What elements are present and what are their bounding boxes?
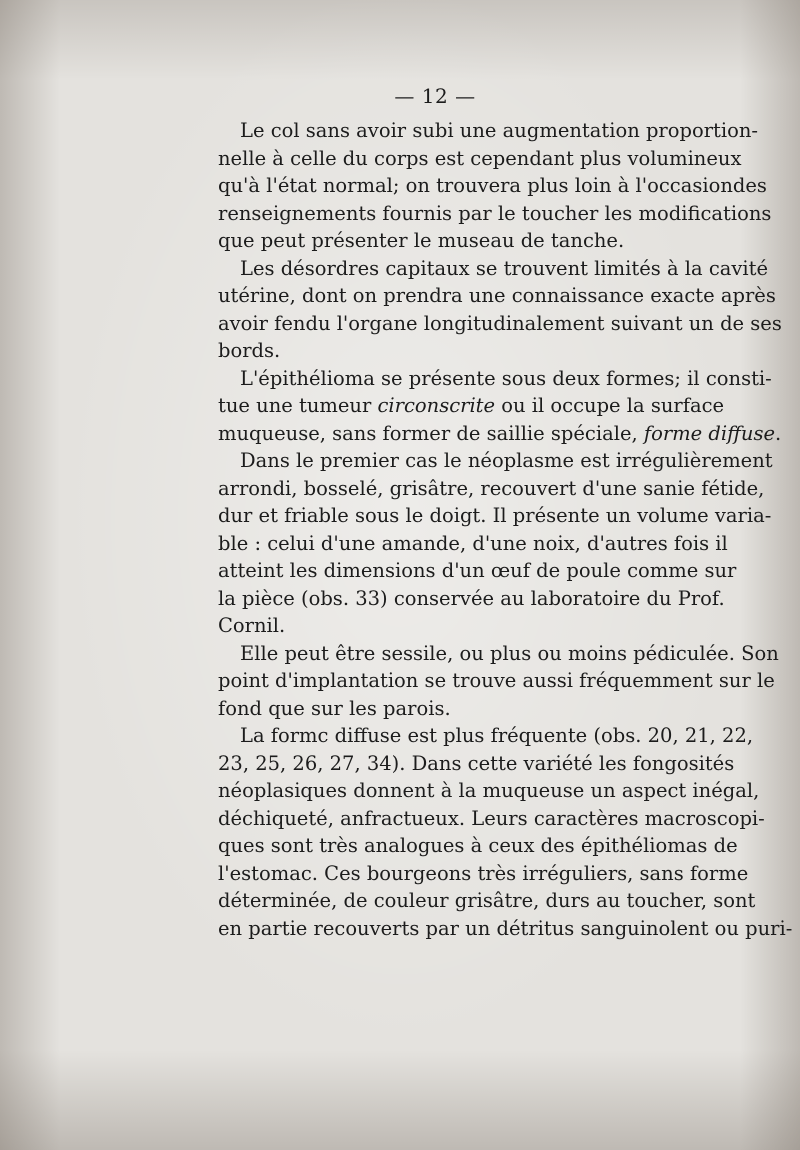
text-line: déterminée, de couleur grisâtre, durs au toucher, sont <box>218 889 756 912</box>
text-line: ques sont très analogues à ceux des épithéliomas de <box>218 834 738 857</box>
page-number: — 12 — <box>394 84 476 108</box>
text-line: déchiqueté, anfractueux. Leurs caractères macroscopi- <box>218 806 765 830</box>
text-line <box>218 420 782 448</box>
text-line: la pièce (obs. 33) conservée au laboratoire du Prof. <box>218 586 725 610</box>
text-line: Elle peut être sessile, ou plus ou moins pédiculée. Son <box>240 641 779 665</box>
text-line: ble : celui d'une amande, d'une noix, d'autres fois il <box>218 531 728 555</box>
text-line: L'épithélioma se présente sous deux formes; il consti- <box>240 366 772 390</box>
text-line: La formc diffuse est plus fréquente (obs. 20, 21, 22, <box>240 724 754 747</box>
text-run: muqueuse, sans former de saillie spéciale, <box>218 421 644 445</box>
text-line: atteint les dimensions d'un œuf de poule comme sur <box>218 559 737 582</box>
text-line <box>218 392 725 420</box>
italic-term: forme diffuse <box>643 421 776 445</box>
text-line: point d'implantation se trouve aussi fréquemment sur le <box>218 669 775 692</box>
text-line: nelle à celle du corps est cependant plus volumineux <box>218 146 742 170</box>
text-line: avoir fendu l'organe longitudinalement suivant un de ses <box>218 311 782 335</box>
body-text <box>218 117 793 942</box>
text-line: en partie recouverts par un détritus sanguinolent ou puri- <box>218 916 793 940</box>
text-run: . <box>775 421 782 445</box>
text-line: utérine, dont on prendra une connaissance exacte après <box>218 284 776 307</box>
text-line: bords. <box>218 339 281 362</box>
text-line: dur et friable sous le doigt. Il présente un volume varia- <box>218 504 772 527</box>
text-line: néoplasiques donnent à la muqueuse un aspect inégal, <box>218 779 760 802</box>
text-line: que peut présenter le museau de tanche. <box>218 229 625 252</box>
italic-term: circonscrite <box>377 394 496 417</box>
text-line: Cornil. <box>218 614 286 637</box>
text-line: Les désordres capitaux se trouvent limités à la cavité <box>240 256 769 280</box>
text-line: arrondi, bosselé, grisâtre, recouvert d'une sanie fétide, <box>218 476 765 500</box>
text-line: fond que sur les parois. <box>218 696 451 720</box>
text-line: 23, 25, 26, 27, 34). Dans cette variété les fongosités <box>218 751 735 775</box>
text-line: renseignements fournis par le toucher les modifications <box>218 201 772 225</box>
text-line: qu'à l'état normal; on trouvera plus loin à l'occasiondes <box>218 174 767 197</box>
text-line: Dans le premier cas le néoplasme est irrégulièrement <box>240 449 773 472</box>
text-line: Le col sans avoir subi une augmentation proportion- <box>240 119 758 142</box>
text-run: tue une tumeur <box>218 394 378 417</box>
text-line: l'estomac. Ces bourgeons très irréguliers, sans forme <box>218 861 749 885</box>
text-run: ou il occupe la surface <box>495 394 725 417</box>
